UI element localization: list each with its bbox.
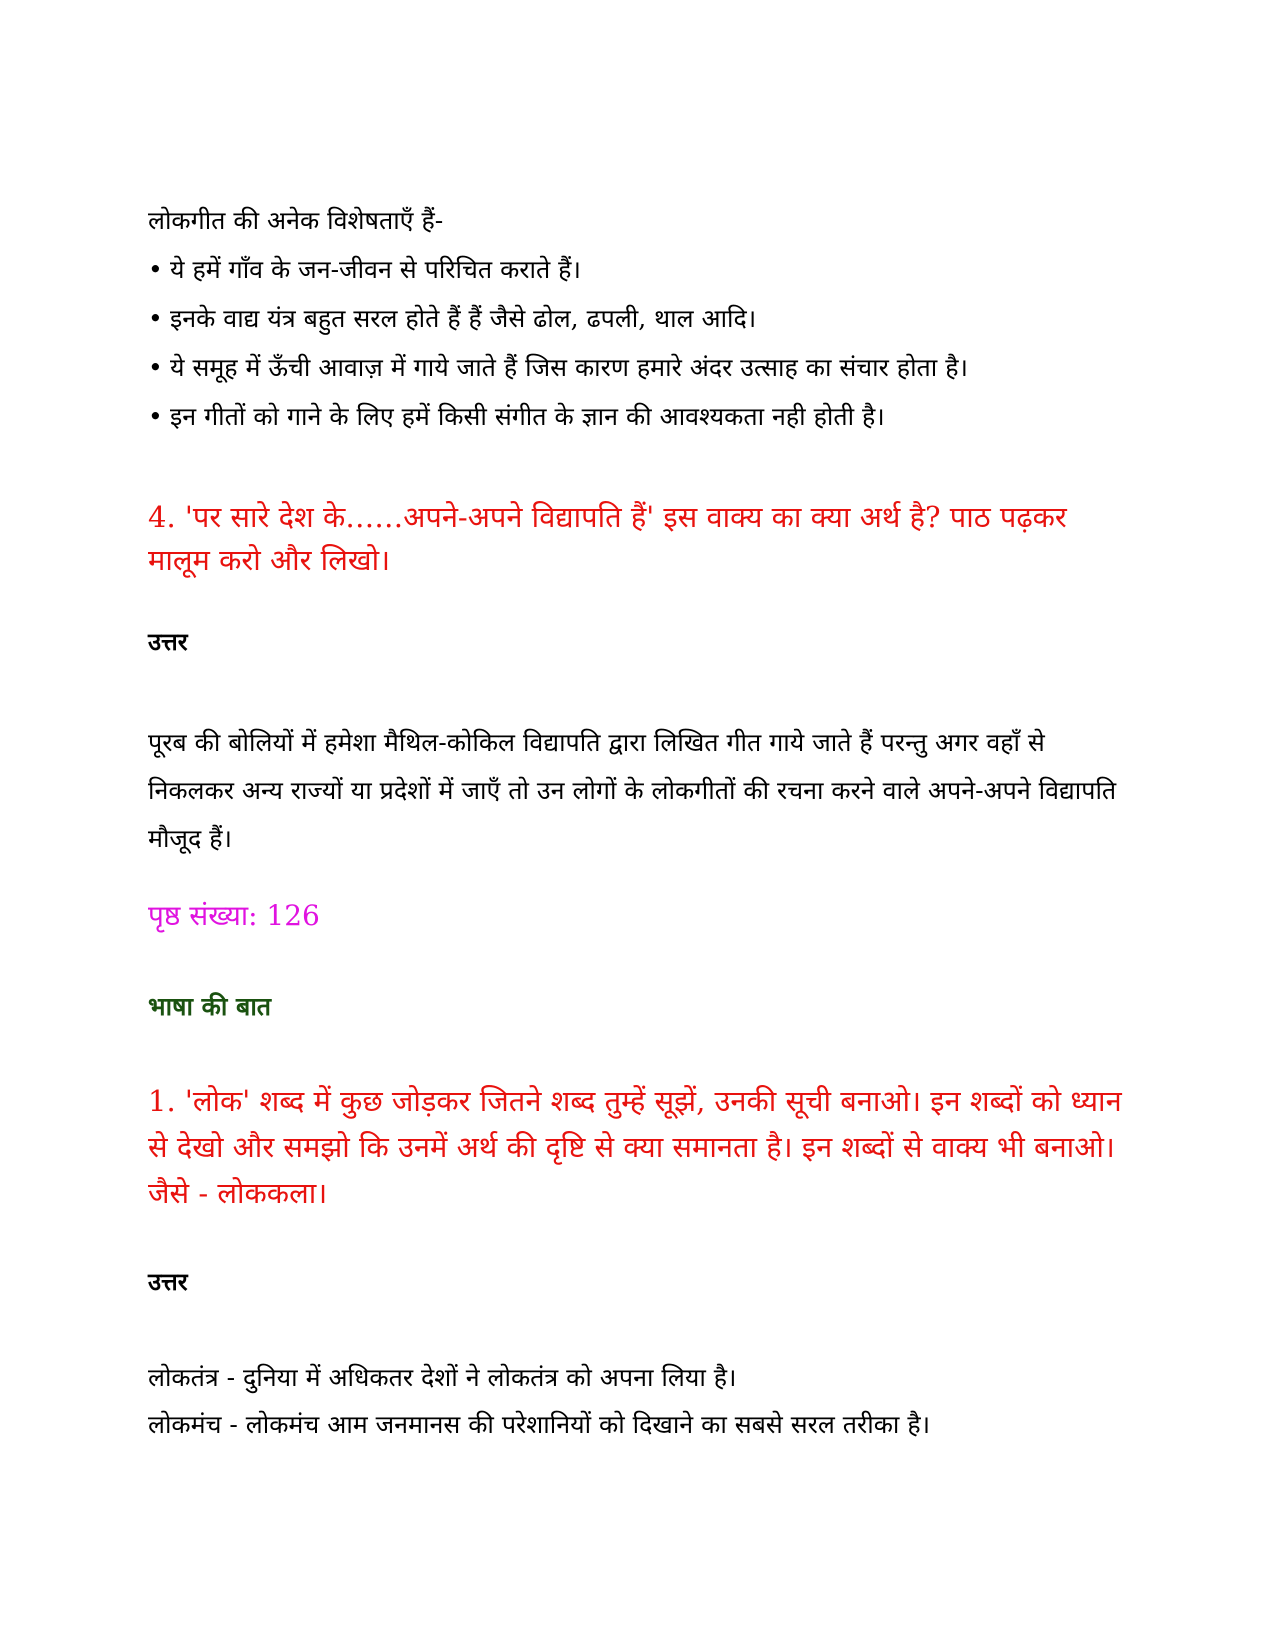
bullet-icon: • <box>148 353 163 382</box>
list-item-text: इन गीतों को गाने के लिए हमें किसी संगीत के ज्ञान की आवश्यकता नही होती है। <box>170 402 885 431</box>
answer-line: लोकतंत्र - दुनिया में अधिकतर देशों ने लोकतंत्र को अपना लिया है। <box>148 1363 737 1392</box>
answer-line: लोकमंच - लोकमंच आम जनमानस की परेशानियों को दिखाने का सबसे सरल तरीका है। <box>148 1410 931 1439</box>
list-item <box>148 392 1128 441</box>
bullet-icon: • <box>148 402 163 431</box>
bullet-icon: • <box>148 255 163 284</box>
answer-label: उत्तर <box>148 627 188 656</box>
page-number: पृष्ठ संख्या: 126 <box>148 899 320 932</box>
bullet-icon: • <box>148 304 163 333</box>
section-heading: भाषा की बात <box>148 992 272 1021</box>
question-1: 1. 'लोक' शब्द में कुछ जोड़कर जितने शब्द तुम्हें सूझें, उनकी सूची बनाओ। इन शब्दों को ध्यान से देखो और समझो कि उनमें अर्थ की दृष्टि से क्या समानता है। इन शब्दों से वाक्य भी बनाओ। जैसे - लोककला। <box>148 1084 1122 1210</box>
list-item <box>148 343 1128 392</box>
answer-1-list <box>148 1354 1128 1448</box>
list-item <box>148 245 1128 294</box>
list-item-text: ये समूह में ऊँची आवाज़ में गाये जाते हैं जिस कारण हमारे अंदर उत्साह का संचार होता है। <box>170 353 968 382</box>
answer-4-paragraph: पूरब की बोलियों में हमेशा मैथिल-कोकिल विद्यापति द्वारा लिखित गीत गाये जाते हैं परन्तु अगर वहाँ से निकलकर अन्य राज्यों या प्रदेशों में जाएँ तो उन लोगों के लोकगीतों की रचना करने वाले अपने-अपने विद्यापति मौजूद हैं। <box>148 728 1117 853</box>
features-list <box>148 245 1128 441</box>
list-item-text: इनके वाद्य यंत्र बहुत सरल होते हैं हैं जैसे ढोल, ढपली, थाल आदि। <box>170 304 757 333</box>
question-4: 4. 'पर सारे देश के……अपने-अपने विद्यापति हैं' इस वाक्य का क्या अर्थ है? पाठ पढ़कर मालूम करो और लिखो। <box>148 500 1067 577</box>
list-item-text: ये हमें गाँव के जन-जीवन से परिचित कराते हैं। <box>170 255 581 284</box>
intro-text: लोकगीत की अनेक विशेषताएँ हैं- <box>148 206 444 235</box>
list-item <box>148 294 1128 343</box>
answer-label: उत्तर <box>148 1267 188 1296</box>
document-page <box>148 0 1128 1650</box>
